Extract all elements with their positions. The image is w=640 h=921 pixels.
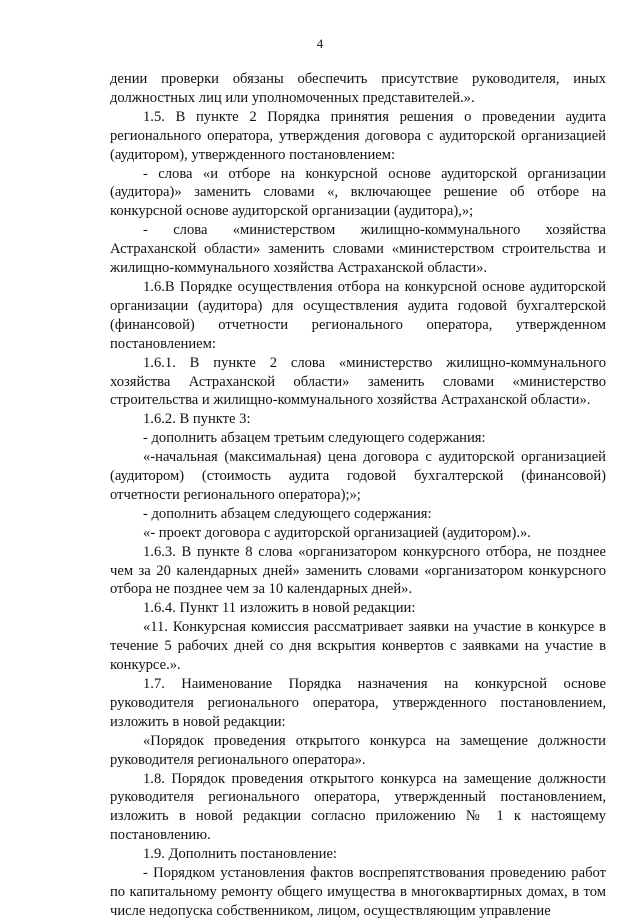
paragraph-1-6-4-quote: «11. Конкурсная комиссия рассматривает заявки на участие в конкурсе в течение 5 рабочих дней со дня вскрытия конвертов с заявками на участие в конкурсе.». — [110, 619, 606, 674]
paragraph-1-5: 1.5. В пункте 2 Порядка принятия решения о проведении аудита регионального оператора, утверждения договора с аудиторской организацией (аудитором), утвержденного постановлением: — [110, 108, 606, 163]
paragraph-1-9: 1.9. Дополнить постановление: — [143, 846, 337, 863]
document-body — [110, 70, 606, 921]
paragraph-1-5-item-1: - слова «и отборе на конкурсной основе аудиторской организации (аудитора)» заменить словами «, включающее решение об отборе на конкурсной основе аудиторской организации (аудитора),»; — [110, 165, 606, 220]
paragraph-1-6-1: 1.6.1. В пункте 2 слова «министерство жилищно-коммунального хозяйства Астраханской области» заменить словами «министерство строительства и жилищно-коммунального хозяйства Астраханской области». — [110, 354, 606, 409]
page-number: 4 — [316, 36, 324, 51]
paragraph-1-6: 1.6.В Порядке осуществления отбора на конкурсной основе аудиторской организации (аудитора) для осуществления аудита годовой бухгалтерской (финансовой) отчетности регионального оператора, утвержденном постановлением: — [110, 278, 606, 352]
paragraph-1-8: 1.8. Порядок проведения открытого конкурса на замещение должности руководителя регионального оператора, утвержденный постановлением, изложить в новой редакции согласно приложению № 1 к настоящему постановлению. — [110, 770, 606, 844]
paragraph-1-6-2-item-1: - дополнить абзацем третьим следующего содержания: — [143, 430, 486, 447]
paragraph-1-6-4: 1.6.4. Пункт 11 изложить в новой редакции: — [143, 600, 416, 617]
paragraph-1-5-item-2: - слова «министерством жилищно-коммунального хозяйства Астраханской области» заменить словами «министерством строительства и жилищно-коммунального хозяйства Астраханской области». — [110, 222, 606, 277]
paragraph-1-6-2-quote-2: «- проект договора с аудиторской организацией (аудитором).». — [143, 524, 531, 541]
paragraph-1-7-quote: «Порядок проведения открытого конкурса на замещение должности руководителя регионального оператора». — [110, 732, 606, 768]
paragraph-continuation: дении проверки обязаны обеспечить присутствие руководителя, иных должностных лиц или уполномоченных представителей.». — [110, 71, 606, 106]
paragraph-1-6-2: 1.6.2. В пункте 3: — [143, 411, 251, 428]
paragraph-1-6-2-item-2: - дополнить абзацем следующего содержания: — [143, 505, 432, 522]
paragraph-1-9-item-1: - Порядком установления фактов воспрепятствования проведению работ по капитальному ремонту общего имущества в многоквартирных домах, в том числе недопуска собственником, лицом, осуществляющим управление — [110, 865, 606, 919]
paragraph-1-6-2-quote-1: «-начальная (максимальная) цена договора с аудиторской организацией (аудитором) (стоимость аудита годовой бухгалтерской (финансовой) отчетности регионального оператора);»; — [110, 449, 606, 503]
paragraph-1-6-3: 1.6.3. В пункте 8 слова «организатором конкурсного отбора, не позднее чем за 20 календарных дней» заменить словами «организатором конкурсного отбора не позднее чем за 10 календарных дней». — [110, 543, 606, 598]
paragraph-1-7: 1.7. Наименование Порядка назначения на конкурсной основе руководителя регионального оператора, утвержденного постановлением, изложить в новой редакции: — [110, 676, 606, 730]
